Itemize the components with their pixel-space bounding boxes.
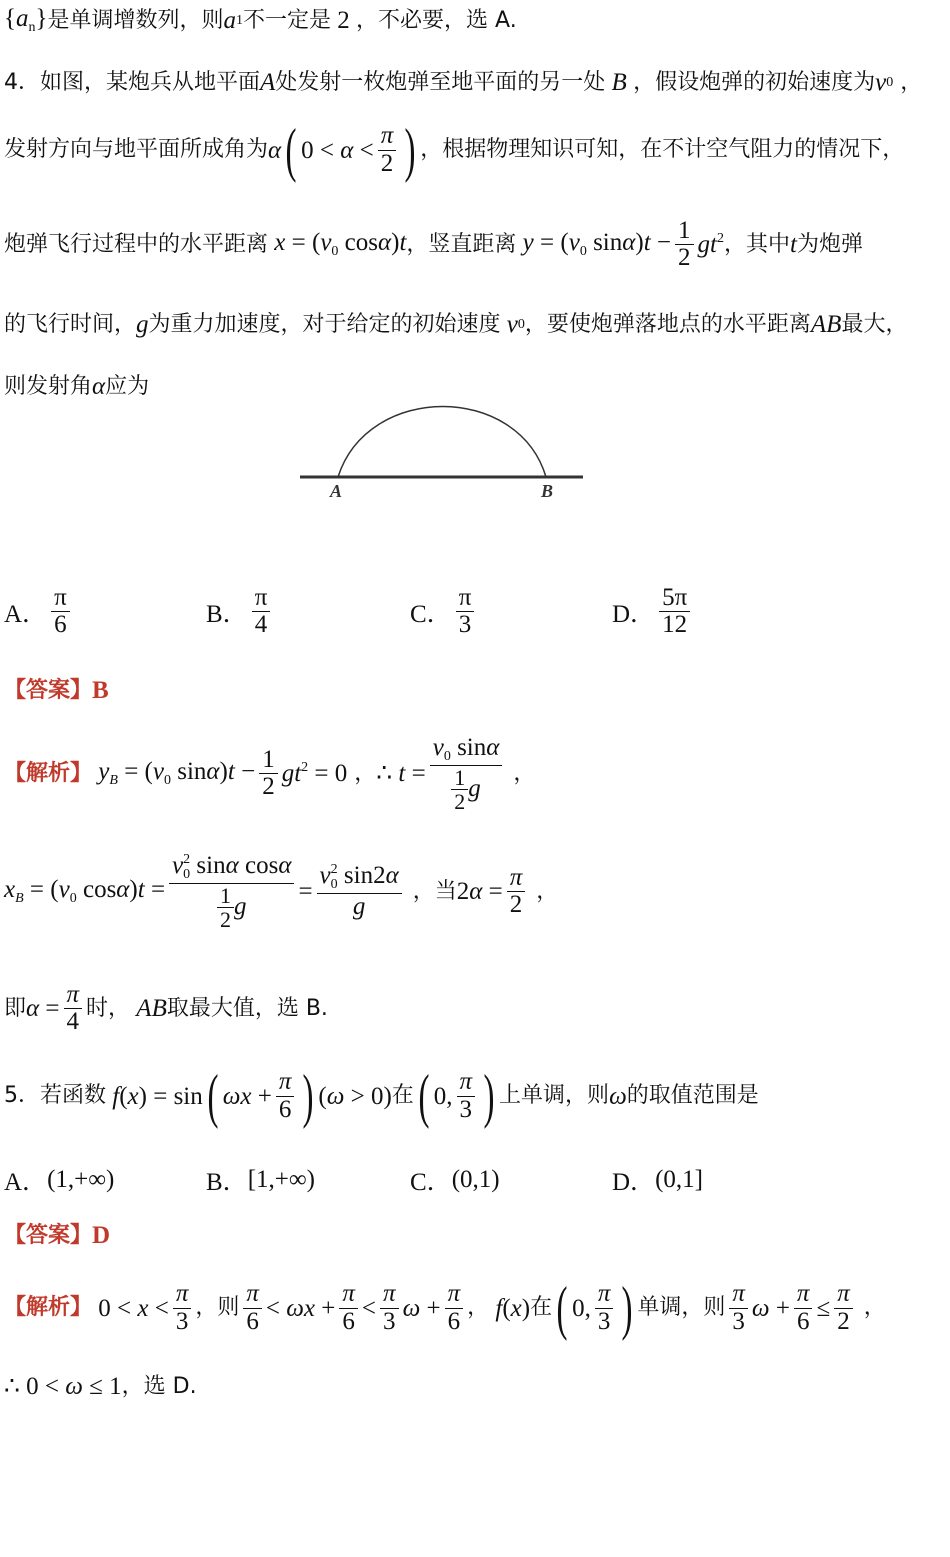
math: $y = (v_0$ sinα)t −	[522, 229, 672, 260]
option-label: D．	[612, 600, 656, 628]
fraction: $\frac{5\pi}{12}$	[659, 585, 690, 639]
math: $\{a_n\}$	[4, 5, 48, 35]
math: 0,	[433, 1082, 453, 1110]
math: ∴ t =	[376, 760, 426, 788]
q5-answer	[4, 1223, 110, 1248]
answer-value: B	[92, 677, 109, 704]
fraction: $\frac{v_0^2 \sin 2\alpha}{g}$	[317, 863, 402, 920]
math: ω +	[402, 1294, 441, 1322]
option-label: D．	[612, 1169, 656, 1196]
answer-tag: 【答案】	[4, 677, 93, 703]
fraction: $\frac{\pi}{3}$	[380, 1281, 399, 1335]
math: $gt^2 = 0$	[281, 760, 348, 788]
math: α	[92, 373, 106, 400]
question-number: 5．若函数	[4, 1083, 106, 1108]
text: 的飞行时间，	[4, 311, 137, 337]
text: ，	[529, 878, 559, 904]
fraction: $\frac{\pi}{3}$	[456, 585, 475, 639]
text: ，	[893, 69, 923, 95]
math: )	[302, 1063, 314, 1129]
q4-answer	[4, 678, 109, 703]
text: ，其中	[723, 231, 790, 257]
fraction: $\frac{\pi}{6}$	[276, 1069, 295, 1123]
fraction: $\frac{\pi}{2}$	[834, 1281, 853, 1335]
trajectory-figure	[298, 403, 588, 509]
text: ，根据物理知识可知，在不计空气阻力的情况下，	[420, 137, 905, 162]
fraction: $\frac{\pi}{4}$	[252, 585, 271, 639]
math: $x_B = (v_0$ cosα)t =	[4, 876, 166, 907]
math: ω +	[751, 1294, 790, 1322]
math: A	[260, 69, 276, 96]
fraction: $\frac{\pi}{6}$	[445, 1281, 464, 1335]
math: 0	[886, 74, 894, 90]
trajectory-arc	[338, 407, 546, 478]
text: 上单调，则	[499, 1083, 610, 1108]
math: 0	[517, 316, 525, 332]
text: ，则	[195, 1295, 240, 1320]
fraction: $\frac{\pi}{3}$	[595, 1281, 614, 1335]
text: ，当	[405, 878, 457, 904]
answer-tag: 【答案】	[4, 1222, 93, 1248]
text: ，	[856, 1295, 886, 1320]
fraction: $\frac{\pi}{6}$	[339, 1281, 358, 1335]
question-number: 4．如图，某炮兵从地平面	[4, 69, 260, 95]
answer-value: D	[92, 1222, 111, 1249]
text: 是单调增数列，则	[47, 7, 224, 33]
text: ，	[506, 760, 536, 786]
q4-line-1	[4, 70, 922, 95]
analysis-tag: 【解析】	[4, 1295, 93, 1320]
fraction: $v_0$ sinα $\frac{1}{2}$ g	[430, 735, 503, 813]
text: ，选 D.	[121, 1373, 197, 1399]
option-label: A．	[4, 600, 48, 628]
math: 2	[331, 7, 357, 34]
q4-analysis-1	[4, 735, 535, 813]
q5-option-b	[206, 1162, 315, 1198]
fraction: $v_0^2$ sinα cosα $\frac{1}{2}$ g	[169, 853, 294, 931]
option-label: C．	[410, 600, 452, 628]
math: 0,	[572, 1294, 591, 1322]
math: )	[404, 117, 416, 183]
text: 不一定是	[243, 7, 332, 33]
math: =	[298, 878, 313, 906]
option-value: (1,+∞)	[47, 1166, 115, 1193]
math: )	[483, 1063, 495, 1129]
math: < ωx +	[265, 1294, 336, 1322]
q4-line-5	[4, 374, 149, 399]
q4-analysis-3	[4, 982, 328, 1036]
fraction: $\frac{\pi}{4}$	[64, 982, 83, 1036]
math: (	[556, 1275, 568, 1341]
q4-option-b	[206, 585, 274, 639]
math: α	[268, 136, 282, 164]
q4-option-c	[410, 585, 478, 639]
math: (ω > 0)	[318, 1082, 392, 1110]
fraction: $\frac{\pi}{3}$	[173, 1281, 192, 1335]
math: $y_B = (v_0$ sinα)t −	[98, 758, 256, 789]
math: $x = (v_0$ cosα)t	[274, 229, 407, 260]
text: ，假设炮弹的初始速度为	[633, 69, 876, 95]
fraction: $\frac{\pi}{6}$	[794, 1281, 813, 1335]
fraction: $\frac{\pi}{6}$	[243, 1281, 262, 1335]
text: 在	[530, 1295, 553, 1320]
text: 单调，则	[637, 1295, 726, 1320]
math: )	[621, 1275, 633, 1341]
option-label: B．	[206, 600, 248, 628]
text: 时，	[86, 995, 131, 1021]
q5-analysis-1	[4, 1275, 886, 1341]
math: <	[361, 1294, 377, 1322]
q4-line-3	[4, 218, 863, 272]
math: ≤	[816, 1294, 831, 1322]
line-0	[4, 6, 517, 35]
fraction: $\frac{\pi}{2}$	[507, 865, 526, 919]
text: ，	[467, 1295, 490, 1320]
math: ωx +	[222, 1082, 272, 1110]
fraction: $\frac{\pi}{6}$	[51, 585, 70, 639]
point-a-label: A	[330, 481, 343, 501]
math: 0 < x <	[92, 1294, 169, 1322]
text: 为重力加速度，对于给定的初始速度	[148, 311, 501, 337]
q4-analysis-2	[4, 853, 558, 931]
math: ∴ 0 < ω ≤ 1	[4, 1373, 122, 1400]
text: ，要使炮弹落地点的水平距离	[524, 311, 811, 337]
text: 即	[4, 995, 27, 1021]
math: t	[790, 231, 797, 259]
math: f(x)	[495, 1294, 531, 1322]
math: a	[223, 7, 237, 34]
option-label: C．	[410, 1169, 452, 1196]
text: ，竖直距离	[406, 231, 517, 257]
point-b-label: B	[541, 481, 554, 501]
math: AB	[810, 311, 842, 338]
fraction: $\frac{1}{2}$	[675, 218, 694, 272]
fraction: $\frac{\pi}{3}$	[457, 1069, 476, 1123]
math: g	[136, 311, 149, 338]
fraction: $\frac{\pi}{3}$	[729, 1281, 748, 1335]
q5-question	[4, 1063, 759, 1129]
text: 处发射一枚炮弹至地平面的另一处	[275, 69, 606, 95]
math: 1	[236, 12, 244, 28]
fraction: $\frac{\pi}{2}$	[378, 123, 397, 177]
q4-line-2	[4, 117, 905, 183]
text: 炮弹飞行过程中的水平距离	[4, 231, 269, 257]
text: 则发射角	[4, 373, 93, 399]
math: $gt^2$	[697, 231, 724, 259]
text: ，不必要，选 A.	[356, 7, 517, 33]
text: 发射方向与地平面所成角为	[4, 137, 269, 162]
math: (	[207, 1063, 219, 1129]
option-label: B．	[206, 1169, 248, 1196]
math: v	[875, 69, 887, 96]
math: v	[500, 311, 518, 338]
q4-option-a	[4, 585, 74, 639]
math: 2α =	[456, 878, 503, 906]
q5-option-a	[4, 1162, 114, 1198]
fraction: $\frac{1}{2}$	[259, 747, 278, 801]
text: 在	[391, 1083, 414, 1108]
math: 0 < α <	[301, 136, 374, 164]
text: 应为	[105, 373, 150, 399]
math: (	[418, 1063, 430, 1129]
q5-option-c	[410, 1162, 500, 1198]
math: f(x) = sin	[112, 1082, 203, 1110]
text: 最大，	[841, 311, 908, 337]
q4-line-4	[4, 312, 907, 337]
math: AB	[130, 995, 167, 1023]
option-value: (0,1)	[451, 1166, 500, 1193]
text: 的取值范围是	[626, 1083, 759, 1108]
math: α =	[26, 995, 60, 1023]
text: 取最大值，选 B.	[166, 995, 328, 1021]
option-value: (0,1]	[655, 1166, 703, 1193]
q5-option-d	[612, 1162, 703, 1198]
q4-option-d	[612, 585, 694, 639]
math: B	[605, 69, 634, 96]
option-value: [1,+∞)	[247, 1166, 316, 1193]
option-label: A．	[4, 1169, 48, 1196]
analysis-tag: 【解析】	[4, 760, 93, 786]
text: ，	[347, 760, 377, 786]
text: 为炮弹	[796, 231, 863, 257]
math: ω	[609, 1082, 627, 1110]
q5-analysis-2	[4, 1374, 197, 1399]
math: (	[285, 117, 297, 183]
